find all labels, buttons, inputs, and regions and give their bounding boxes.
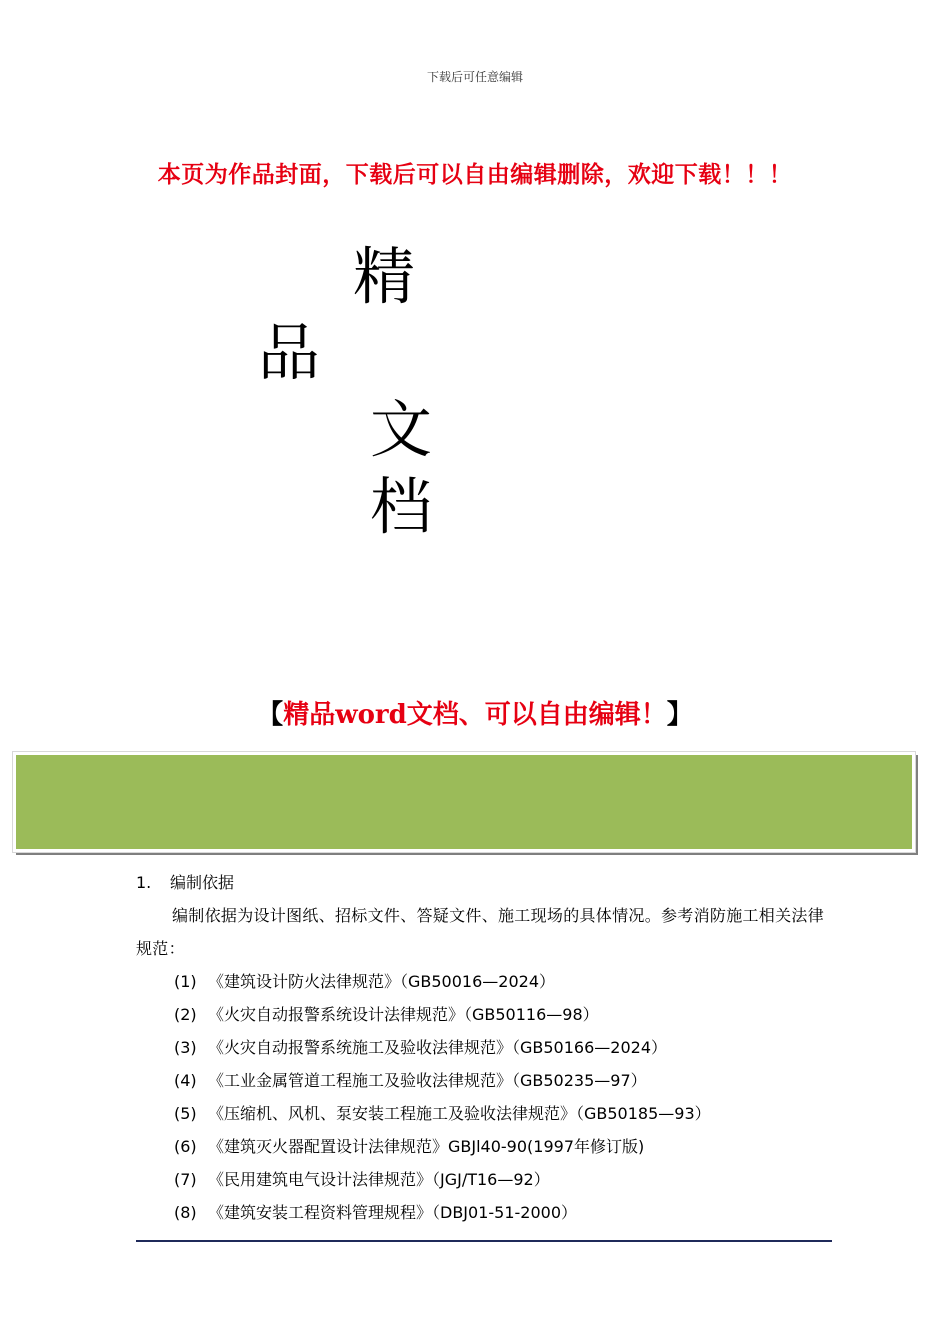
section-content: [136, 866, 836, 1229]
promo-open-bracket: 【: [257, 700, 284, 730]
header-note: 下载后可任意编辑: [426, 70, 523, 84]
promo-line: [0, 694, 950, 731]
list-item-index: (4): [174, 1071, 197, 1090]
list-item-index: (1): [174, 972, 197, 991]
promo-close-bracket: 】: [666, 700, 693, 730]
section-paragraph: 编制依据为设计图纸、招标文件、答疑文件、施工现场的具体情况。参考消防施工相关法律规范：: [136, 906, 825, 958]
cover-char-wen: 文: [370, 393, 433, 466]
list-item-index: (3): [174, 1038, 197, 1057]
list-item: [136, 1130, 836, 1163]
list-item-index: (8): [174, 1203, 197, 1222]
cover-char-dang: 档: [370, 470, 433, 543]
section-title: 编制依据: [170, 873, 235, 892]
cover-notice: 本页为作品封面，下载后可以自由编辑删除，欢迎下载！！！: [157, 161, 793, 188]
list-item-text: 《工业金属管道工程施工及验收法律规范》（GB50235—97）: [208, 1071, 647, 1090]
bottom-rule: [136, 1240, 832, 1242]
list-item-index: (2): [174, 1005, 197, 1024]
cover-char-jing: 精: [353, 240, 416, 313]
list-item-text: 《建筑设计防火法律规范》（GB50016—2024）: [208, 972, 555, 991]
reference-list: [136, 965, 836, 1229]
list-item-index: (5): [174, 1104, 197, 1123]
section-number: 1.: [136, 873, 152, 892]
list-item: [136, 1031, 836, 1064]
list-item-text: 《建筑灭火器配置设计法律规范》GBJl40-90(1997年修订版): [208, 1137, 645, 1156]
list-item-text: 《民用建筑电气设计法律规范》（JGJ/T16—92）: [208, 1170, 550, 1189]
list-item-index: (7): [174, 1170, 197, 1189]
list-item-text: 《火灾自动报警系统施工及验收法律规范》（GB50166—2024）: [208, 1038, 667, 1057]
list-item-text: 《建筑安装工程资料管理规程》（DBJ01-51-2000）: [208, 1203, 578, 1222]
list-item: [136, 1064, 836, 1097]
list-item-index: (6): [174, 1137, 197, 1156]
list-item: [136, 965, 836, 998]
list-item: [136, 998, 836, 1031]
list-item-text: 《火灾自动报警系统设计法律规范》（GB50116—98）: [208, 1005, 599, 1024]
section-heading: [136, 866, 836, 899]
list-item: [136, 1196, 836, 1229]
cover-char-pin: 品: [258, 316, 321, 389]
list-item-text: 《压缩机、风机、泵安装工程施工及验收法律规范》（GB50185—93）: [208, 1104, 711, 1123]
promo-text: 精品word文档、可以自由编辑！: [283, 700, 667, 730]
list-item: [136, 1097, 836, 1130]
list-item: [136, 1163, 836, 1196]
green-banner: [13, 752, 915, 852]
